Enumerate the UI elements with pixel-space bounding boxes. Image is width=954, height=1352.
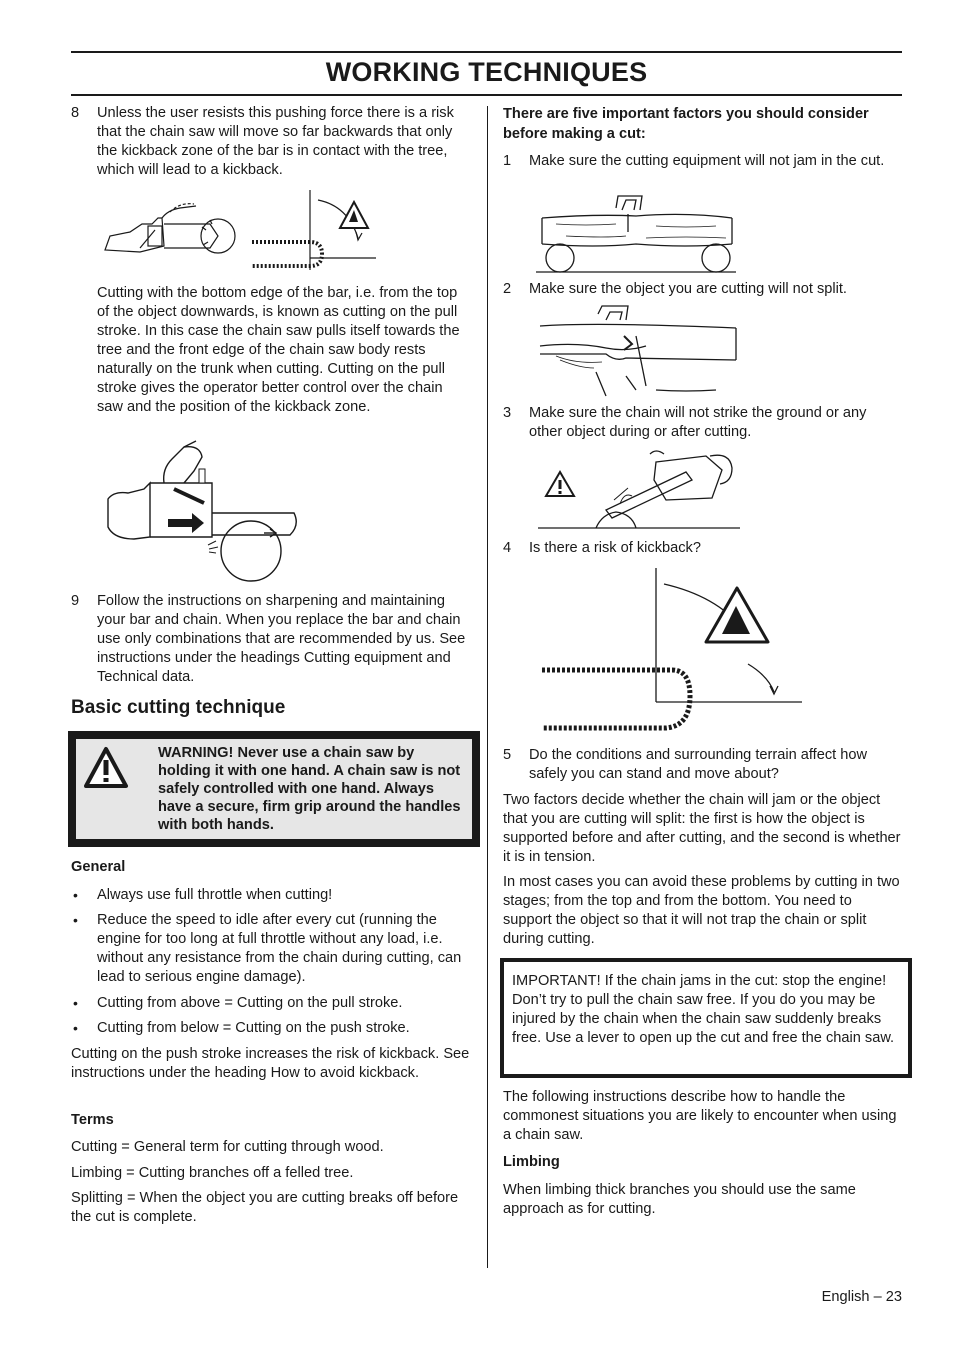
bullet-item: Cutting from below = Cutting on the push stroke. bbox=[97, 1020, 410, 1036]
limbing-paragraph: When limbing thick branches you should use the same approach as for cutting. bbox=[503, 1182, 856, 1217]
two-factors-paragraph: Two factors decide whether the chain will jam or the object that you are cutting will split: the first is how the object is supported before and after cutting, and the second is whether it is in tension. bbox=[503, 792, 901, 865]
factor-4-number: 4 bbox=[503, 540, 512, 556]
item-8-number: 8 bbox=[71, 105, 80, 121]
item-9-number: 9 bbox=[71, 593, 80, 609]
bullet-dot: • bbox=[73, 995, 78, 1011]
column-divider bbox=[487, 106, 488, 1268]
factor-5-text: Do the conditions and surrounding terrain affect how safely you can stand and move about? bbox=[529, 747, 868, 782]
factor-4-text: Is there a risk of kickback? bbox=[529, 540, 701, 556]
page-title: WORKING TECHNIQUES bbox=[325, 57, 648, 87]
bullet-item: Always use full throttle when cutting! bbox=[97, 887, 333, 903]
pull-stroke-illustration bbox=[104, 441, 304, 587]
page-footer: English – 23 bbox=[821, 1289, 902, 1305]
limbing-heading: Limbing bbox=[503, 1154, 560, 1170]
factor-5-number: 5 bbox=[503, 747, 512, 763]
factor-3-text: Make sure the chain will not strike the ground or any other object during or after cutting. bbox=[529, 405, 867, 440]
pull-stroke-paragraph: Cutting with the bottom edge of the bar, i.e. from the top of the object downwards, is known as cutting on the pull stroke. In this case the chain saw pulls itself towards the tree and the front edge of the chain saw body rests naturally on the trunk when cutting. Cutting on the pull stroke gives the operator better control over the chain saw and the position of the kickback zone. bbox=[97, 285, 460, 415]
ground-strike-illustration bbox=[536, 448, 740, 534]
push-stroke-paragraph: Cutting on the push stroke increases the risk of kickback. See instructions under the heading How to avoid kickback. bbox=[71, 1046, 470, 1081]
term-cutting: Cutting = General term for cutting through wood. bbox=[71, 1139, 384, 1155]
following-paragraph: The following instructions describe how to handle the commonest situations you are likely to encounter when using a chain saw. bbox=[503, 1089, 897, 1143]
kickback-risk-illustration bbox=[536, 566, 806, 742]
item-9-text: Follow the instructions on sharpening and maintaining your bar and chain. When you replace the bar and chain use only combinations that are recommended by us. See instructions under the headings Cutting equipment and Technical data. bbox=[97, 593, 466, 685]
header-bottom-rule bbox=[71, 94, 902, 96]
warning-box bbox=[68, 731, 480, 847]
bullet-dot: • bbox=[73, 887, 78, 903]
basic-cutting-heading: Basic cutting technique bbox=[71, 697, 286, 718]
warning-text: WARNING! Never use a chain saw by holding it with one hand. A chain saw is not safely controlled with one hand. Always have a secure, firm grip around the handles with both hands. bbox=[158, 745, 461, 833]
bullet-item: Reduce the speed to idle after every cut (running the engine for too long at full throttle without any load, i.e. without any resistance from the chain during cutting, can lead to serious engine damage). bbox=[97, 912, 462, 985]
five-factors-heading: There are five important factors you should consider before making a cut: bbox=[503, 106, 869, 142]
factor-1-text: Make sure the cutting equipment will not jam in the cut. bbox=[529, 153, 885, 169]
term-splitting: Splitting = When the object you are cutting breaks off before the cut is complete. bbox=[71, 1190, 459, 1225]
factor-3-number: 3 bbox=[503, 405, 512, 421]
warning-triangle-icon bbox=[83, 746, 129, 790]
terms-heading: Terms bbox=[71, 1112, 114, 1128]
factor-1-number: 1 bbox=[503, 153, 512, 169]
kickback-zone-illustration bbox=[100, 188, 380, 278]
bullet-item: Cutting from above = Cutting on the pull stroke. bbox=[97, 995, 403, 1011]
bullet-dot: • bbox=[73, 912, 78, 928]
two-stages-paragraph: In most cases you can avoid these problems by cutting in two stages; from the top and from the bottom. You need to support the object so that it will not trap the chain or split during cutting. bbox=[503, 874, 900, 947]
header-top-rule bbox=[71, 51, 902, 53]
term-limbing: Limbing = Cutting branches off a felled tree. bbox=[71, 1165, 354, 1181]
jam-illustration bbox=[536, 196, 736, 276]
factor-2-number: 2 bbox=[503, 281, 512, 297]
item-8-text: Unless the user resists this pushing force there is a risk that the chain saw will move so far backwards that only the kickback zone of the bar is in contact with the tree, which will lead to a kickback. bbox=[97, 105, 454, 178]
important-box bbox=[500, 958, 912, 1078]
split-illustration bbox=[536, 306, 740, 396]
bullet-dot: • bbox=[73, 1020, 78, 1036]
important-text: IMPORTANT! If the chain jams in the cut: stop the engine! Don’t try to pull the chain saw free. If you do you may be injured by the chain when the chain saw suddenly breaks free. Use a lever to open up the cut and free the chain saw. bbox=[512, 973, 895, 1046]
general-heading: General bbox=[71, 859, 126, 875]
factor-2-text: Make sure the object you are cutting will not split. bbox=[529, 281, 847, 297]
